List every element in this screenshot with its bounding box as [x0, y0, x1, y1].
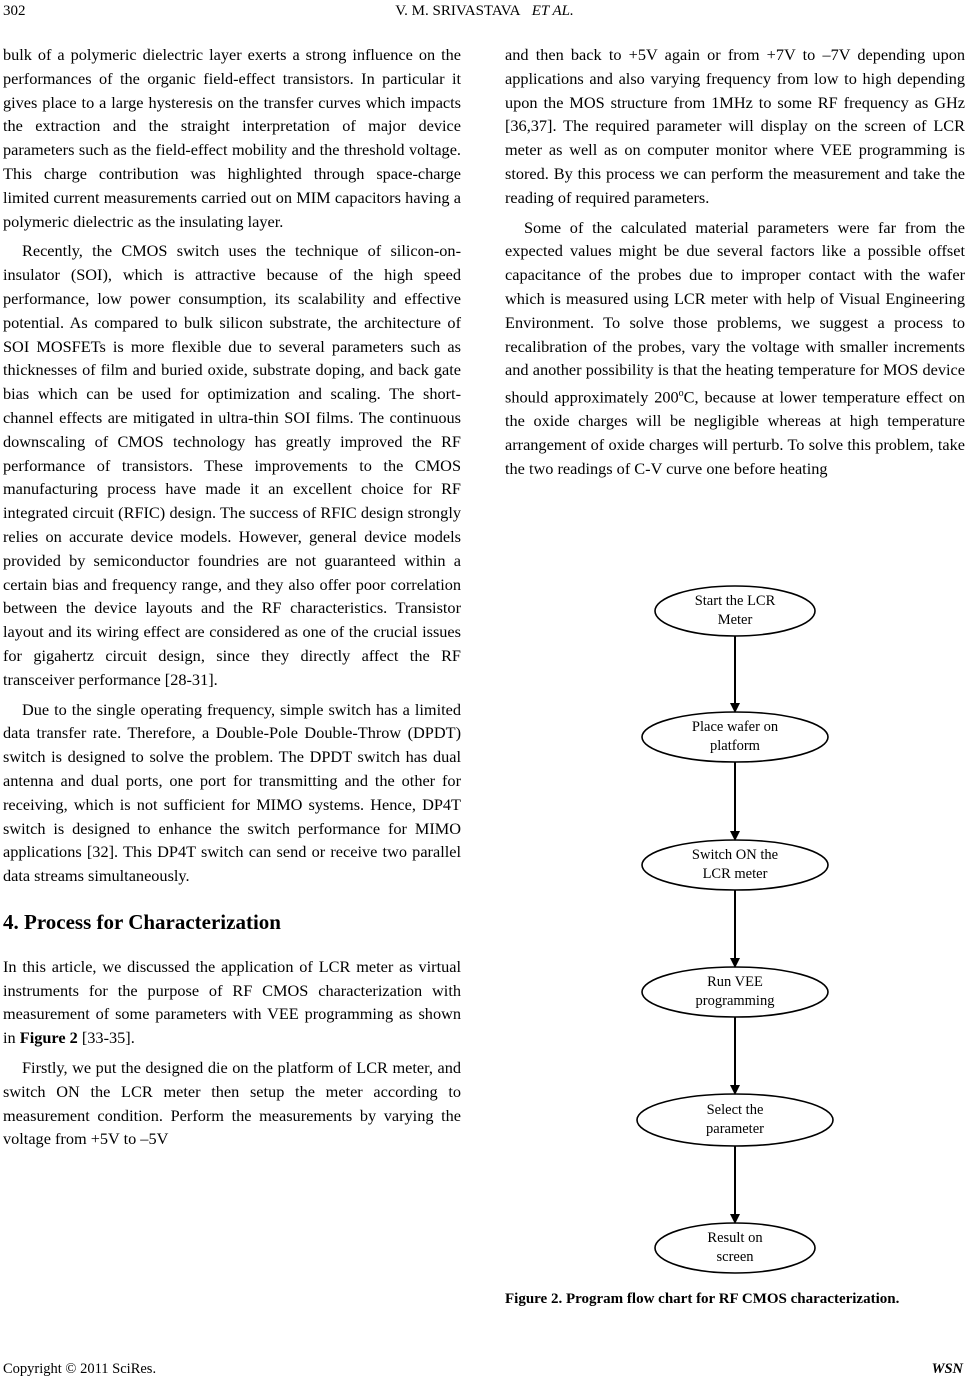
flowchart — [625, 580, 855, 1280]
flow-label-line: platform — [710, 738, 760, 754]
paragraph: Firstly, we put the designed die on the platform of LCR meter, and switch ON the LCR meter then setup the meter according to measurement condition. Perform the measurements by varying the voltage from +5V to –5V — [3, 1058, 461, 1149]
flow-label-line: Meter — [717, 612, 753, 628]
copyright-notice: Copyright © 2011 SciRes. — [3, 1361, 157, 1377]
flow-label-line: screen — [716, 1249, 754, 1265]
degree-superscript: o — [678, 388, 684, 400]
flow-label-run-vee — [642, 973, 828, 1011]
paragraph-text: C, because at lower temperature effect on the oxide charges will be negligible whereas at high temperature arrangement of oxide charges will perturb. To solve this problem, take the two readings of C-V curve one before heating — [505, 387, 965, 478]
figure-reference[interactable]: Figure 2 — [19, 1028, 78, 1048]
paragraph: bulk of a polymeric dielectric layer exerts a strong influence on the performances of the organic field-effect transistors. In particular it gives place to a large hysteresis on the transfer curves which impacts the extraction and the straight interpretation of major device parameters such as the field-effect mobility and the threshold voltage. This charge contribution was highlighted through space-charge limited current measurements carried out on MIM capacitors having a polymeric dielectric as the insulating layer. — [3, 45, 461, 231]
authors-etal: ET AL. — [531, 3, 574, 19]
figure-caption: Figure 2. Program flow chart for RF CMOS characterization. — [505, 1291, 900, 1307]
flow-label-result — [655, 1229, 815, 1267]
page-number: 302 — [3, 3, 26, 19]
paragraph: Due to the single operating frequency, simple switch has a limited data transfer rate. Therefore, a Double-Pole Double-Throw (DPDT) switch is designed to solve the problem. The DPDT switch has dual antenna and dual ports, one port for transmitting and the other for receiving, which is not sufficient for MIMO systems. Hence, DP4T switch is designed to enhance the switch performance for MIMO applications [32]. This DP4T switch can send or receive two parallel data streams simultaneously. — [3, 699, 461, 886]
flow-label-switch-on — [642, 846, 828, 884]
flow-label-line: Select the — [706, 1102, 764, 1118]
section-heading: 4. Process for Characterization — [3, 909, 281, 934]
journal-name: WSN — [931, 1361, 963, 1377]
flow-label-line: Start the LCR — [694, 593, 776, 609]
paragraph-text: [33-35]. — [77, 1028, 135, 1048]
flow-label-line: programming — [695, 993, 775, 1009]
flow-label-line: Place wafer on — [691, 719, 779, 735]
paragraph — [3, 955, 461, 1050]
flowchart-graphic — [625, 580, 855, 1280]
flow-label-line: parameter — [706, 1121, 764, 1137]
paragraph: Recently, the CMOS switch uses the technique of silicon-on-insulator (SOI), which is attractive because of the high speed performance, low power consumption, its scalability and effective potential. As compared to bulk silicon substrate, the architecture of SOI MOSFETs is more flexible due to several parameters such as thicknesses of film and buried oxide, substrate doping, and back gate bias which can be used for optimization and scaling. The short-channel effects are mitigated in ultra-thin SOI films. The continuous downscaling of CMOS technology has greatly improved the RF performance of transistors. These improvements to the CMOS manufacturing process have made it an excellent choice for RF integrated circuit (RFIC) design. The success of RFIC design strongly relies on accurate device models. However, general device models provided by semiconductor foundries are not guaranteed within a certain bias and frequency range, and they also offer poor correlation between the device layouts and the RF characteristics. Transistor layout and its wiring effect are considered as one of the crucial issues for gigahertz circuit design, since they directly affect the RF transceiver performance [28-31]. — [3, 241, 461, 689]
flow-label-line: Run VEE — [707, 974, 763, 990]
paragraph: and then back to +5V again or from +7V to –7V depending upon applications and also varying frequency from low to high depending upon the MOS structure from 1MHz to some RF frequency as GHz [36,37]. The required parameter will display on the screen of LCR meter as well as on computer monitor where VEE programming is stored. By this process we can perform the measurement and take the reading of required parameters. — [505, 45, 965, 207]
flow-label-line: LCR meter — [702, 866, 768, 882]
paragraph — [505, 216, 965, 481]
flow-label-line: Switch ON the — [691, 847, 779, 863]
authors-name: V. M. SRIVASTAVA — [395, 3, 521, 19]
paragraph-text: In this article, we discussed the application of LCR meter as virtual instruments for the purpose of RF CMOS characterization with measurement of some parameters with VEE programming as shown in — [3, 956, 461, 1048]
running-head-authors — [0, 3, 969, 20]
paragraph-text: Some of the calculated material parameters were far from the expected values might be due several factors like a possible offset capacitance of the probes due to improper contact with the wafer which is measured using LCR meter with help of Visual Engineering Environment. To solve those problems, we suggest a process to recalibration of the probes, vary the voltage with smaller increments and another possibility is that the heating temperature for MOS device should approximately 200 — [505, 217, 965, 407]
right-column — [505, 43, 965, 481]
running-head — [0, 3, 969, 25]
flow-label-place-wafer — [642, 718, 828, 756]
flow-label-select-parameter — [637, 1101, 833, 1139]
flow-label-line: Result on — [707, 1230, 763, 1246]
flow-label-start — [655, 592, 815, 630]
left-column — [3, 43, 461, 1151]
